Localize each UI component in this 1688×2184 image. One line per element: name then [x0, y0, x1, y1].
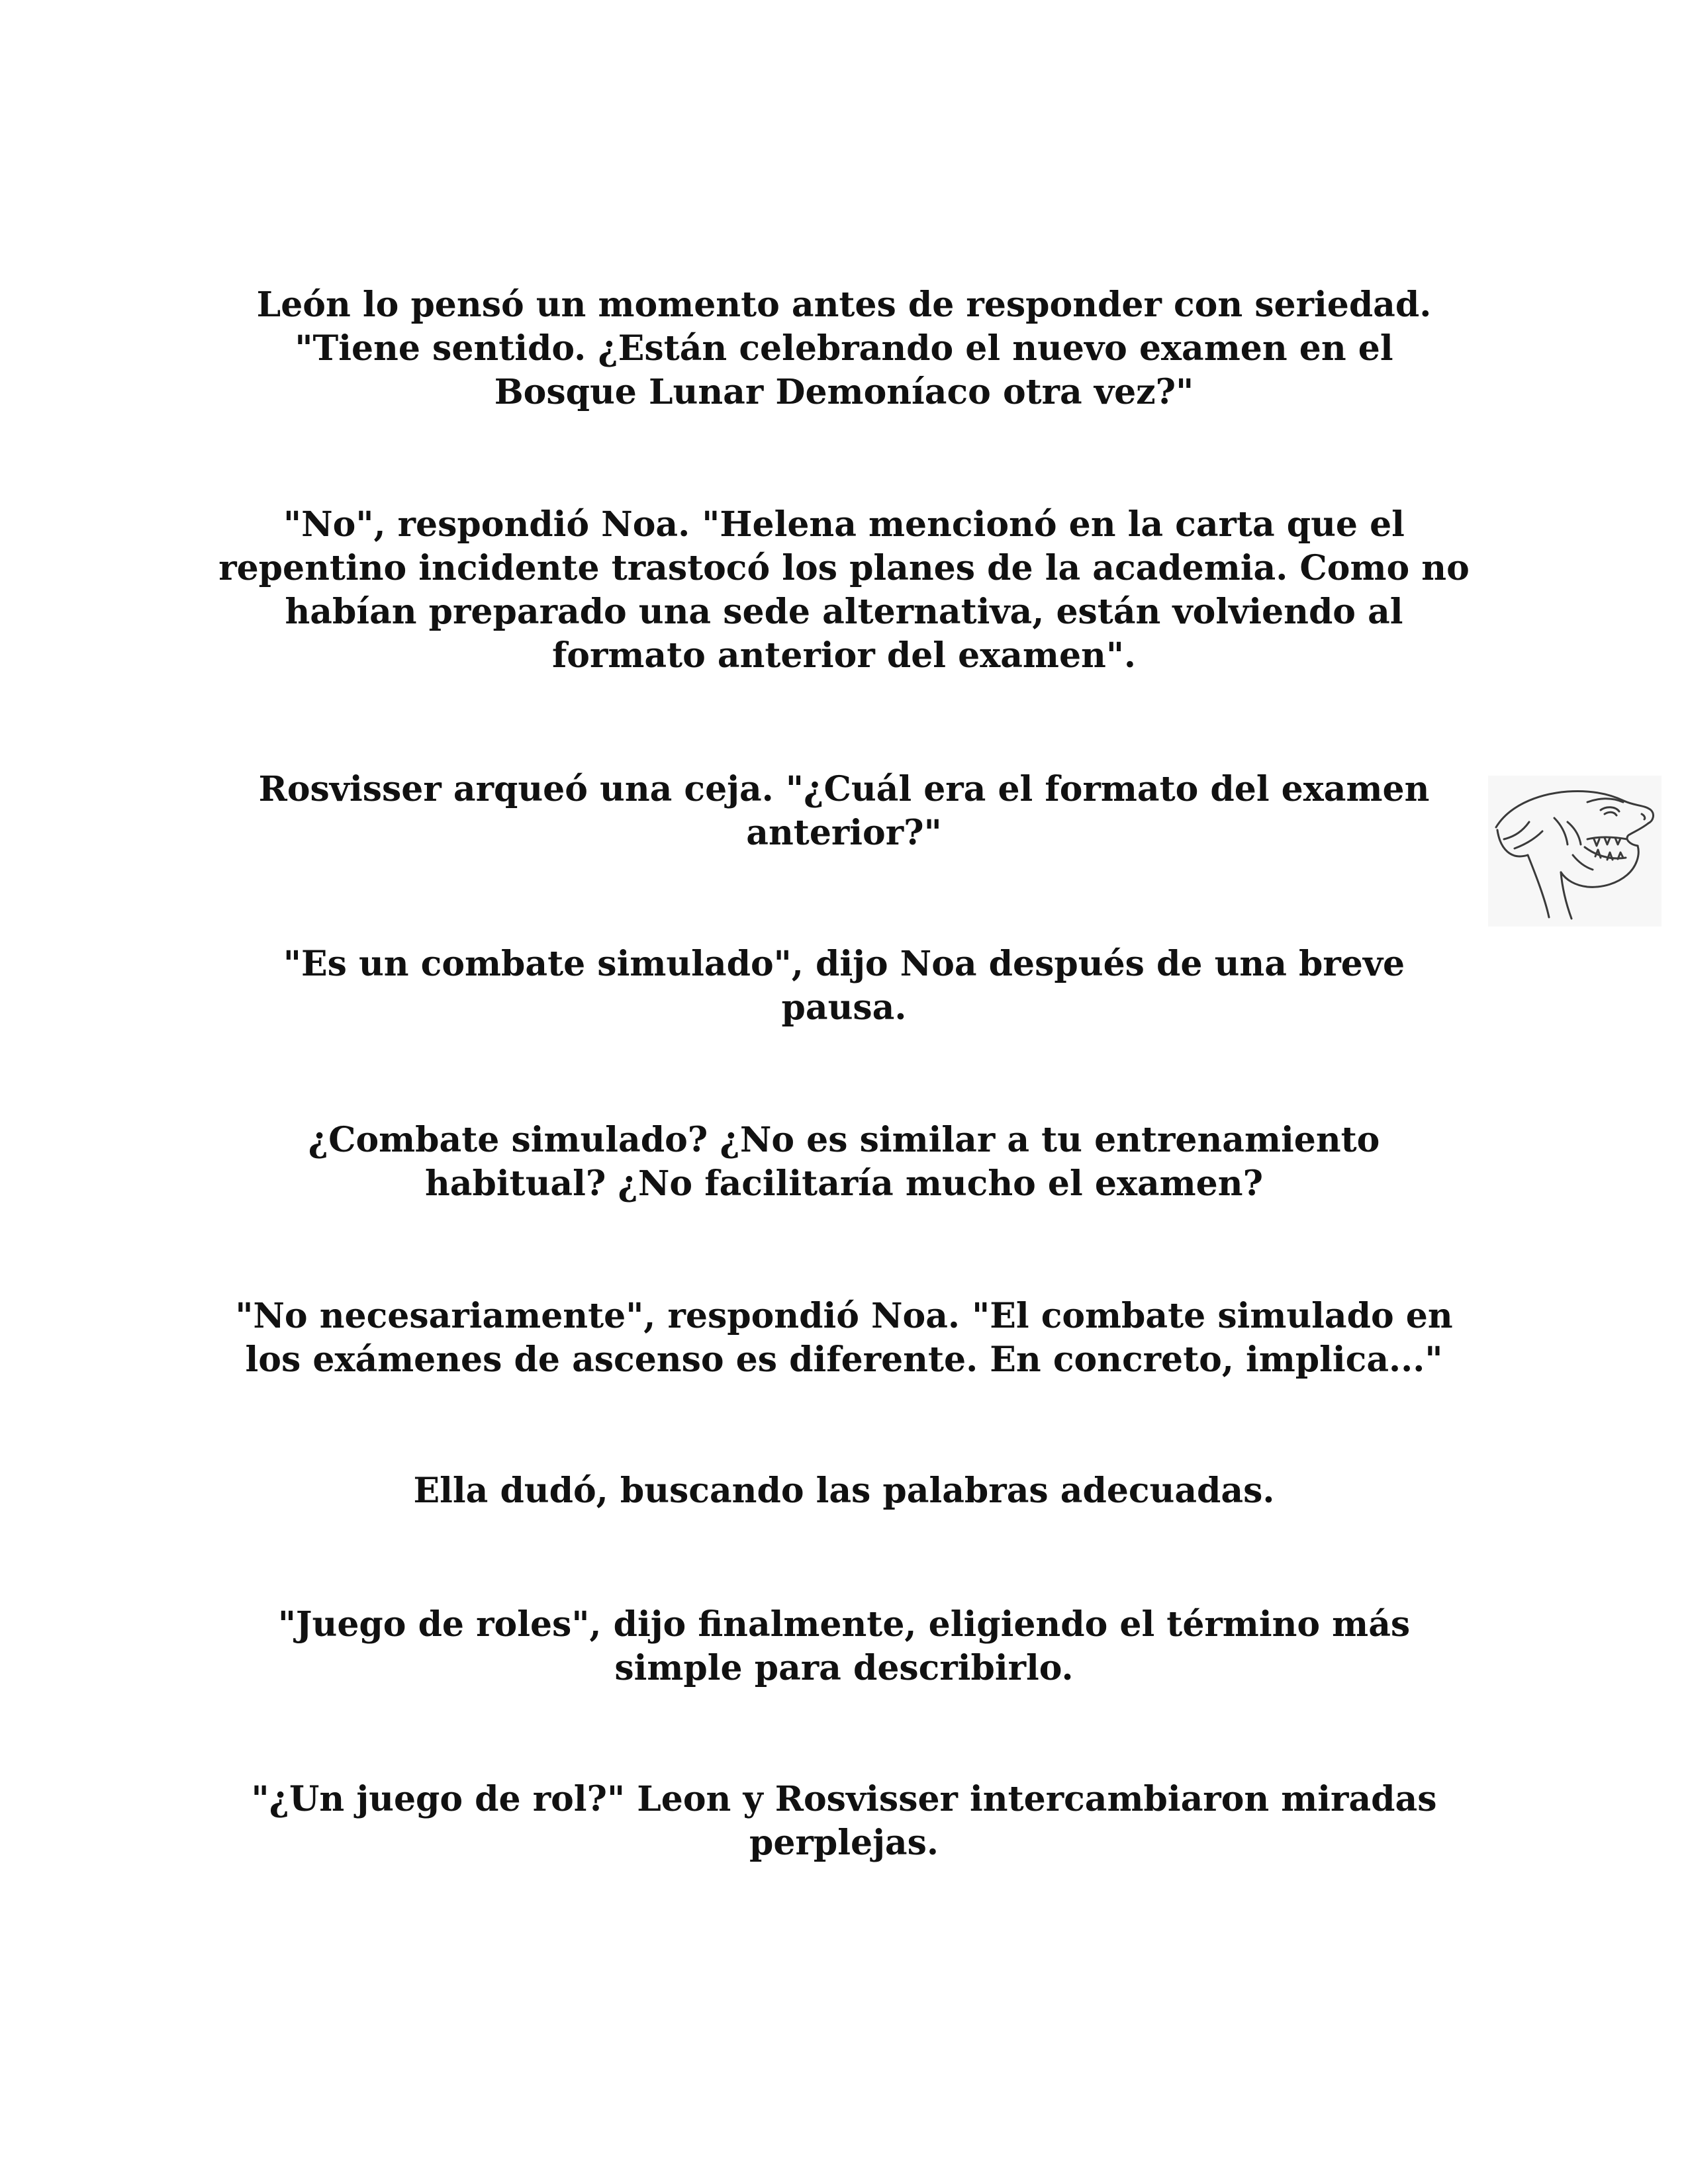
dinosaur-sketch-icon — [1488, 776, 1662, 927]
paragraph-3: Rosvisser arqueó una ceja. "¿Cuál era el formato del examen anterior?" — [258, 769, 1430, 853]
paragraph-8: "Juego de roles", dijo finalmente, eligiendo el término más simple para describirlo. — [277, 1604, 1411, 1688]
paragraph-2: "No", respondió Noa. "Helena mencionó en la carta que el repentino incidente trastocó los planes de la academia. Como no habían preparado una sede alternativa, están volviendo al formato anterior del examen". — [218, 504, 1470, 676]
paragraph-4: "Es un combate simulado", dijo Noa después de una breve pausa. — [283, 944, 1405, 1028]
paragraph-6: "No necesariamente", respondió Noa. "El combate simulado en los exámenes de ascenso es diferente. En concreto, implica..." — [235, 1296, 1453, 1380]
paragraph-9: "¿Un juego de rol?" Leon y Rosvisser intercambiaron miradas perplejas. — [251, 1779, 1437, 1863]
paragraph-7: Ella dudó, buscando las palabras adecuadas. — [413, 1471, 1275, 1511]
paragraph-1: León lo pensó un momento antes de responder con seriedad. "Tiene sentido. ¿Están celebrando el nuevo examen en el Bosque Lunar Demoníaco otra vez?" — [256, 285, 1432, 412]
paragraph-5: ¿Combate simulado? ¿No es similar a tu entrenamiento habitual? ¿No facilitaría mucho el examen? — [308, 1120, 1380, 1204]
